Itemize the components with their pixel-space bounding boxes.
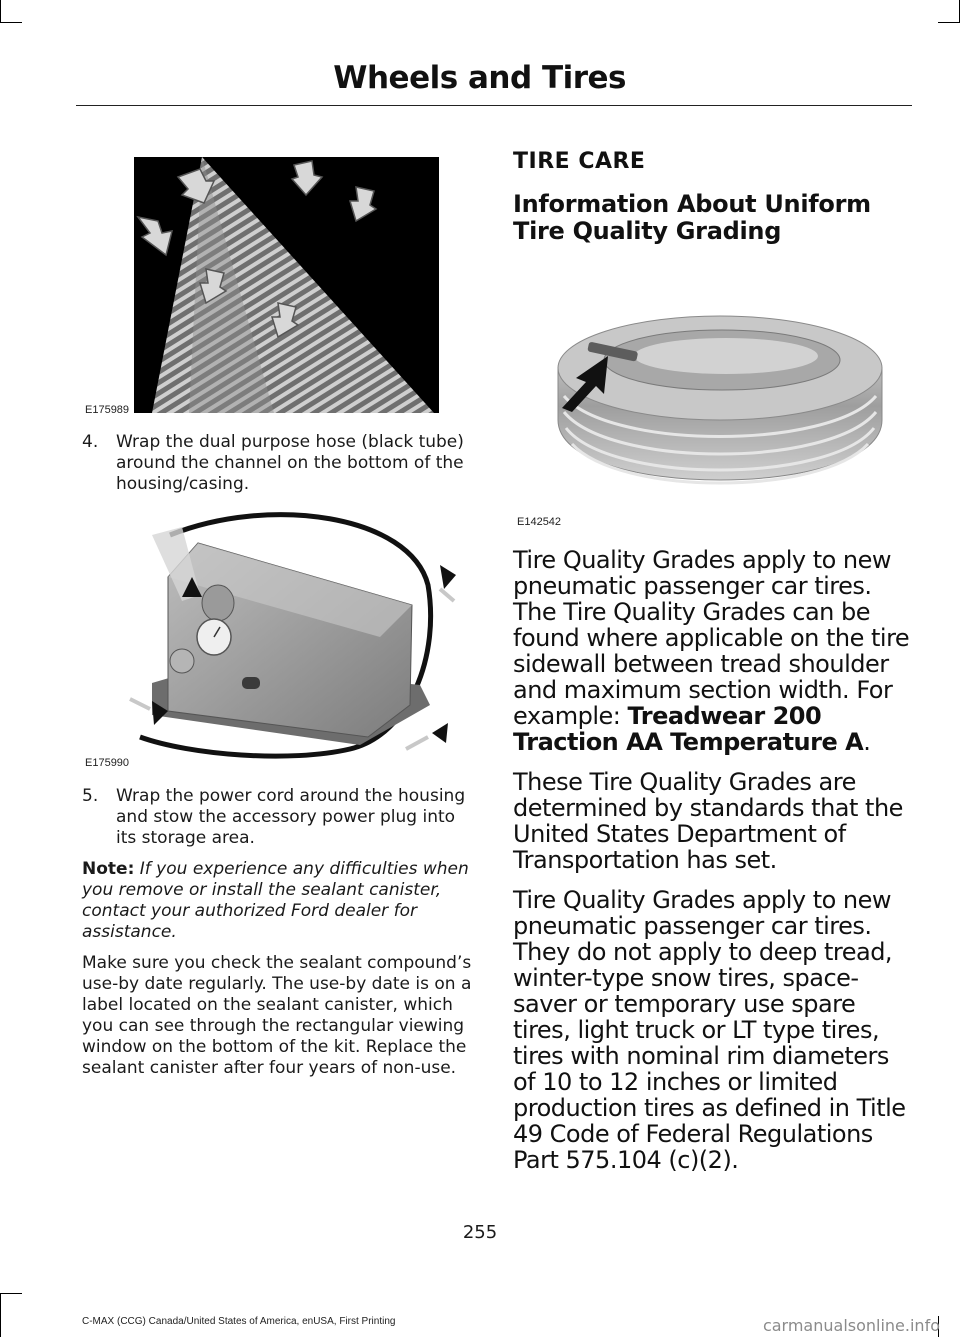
section-heading: TIRE CARE: [513, 149, 646, 174]
step-number: 5.: [82, 786, 99, 806]
figure-id-label: E142542: [517, 516, 562, 528]
figure-id-label: E175989: [85, 404, 130, 416]
subsection-heading: Information About Uniform Tire Quality Grading: [513, 190, 871, 245]
header-divider: [76, 105, 912, 106]
right-column-headings: [513, 149, 913, 245]
step-text: Wrap the dual purpose hose (black tube) around the channel on the bottom of the housing/casing.: [116, 432, 464, 494]
figure-id-label: E175990: [85, 757, 130, 769]
figure-sealant-kit-underside: [134, 157, 439, 413]
step-5: [82, 786, 475, 849]
note: [82, 859, 475, 943]
exclusions-paragraph: Tire Quality Grades apply to new pneumatic passenger car tires. They do not apply to deep tread, winter-type snow tires, space-saver or temporary use spare tires, light truck or LT type tires, tires with nominal rim diameters of 10 to 12 inches or limited production tires as defined in Title 49 Code of Federal Regulations Part 575.104 (c)(2).: [513, 886, 906, 1174]
standards-paragraph: These Tire Quality Grades are determined by standards that the United States Department of Transportation has set.: [513, 768, 903, 874]
tire-illustration: [550, 300, 890, 510]
left-column-text: [82, 786, 475, 1079]
crop-mark: [0, 1293, 22, 1294]
figure-compressor-cord: [110, 505, 475, 767]
note-label: Note:: [82, 859, 135, 879]
uniform-grading-paragraph: Tire Quality Grades apply to new pneumatic passenger car tires. The Tire Quality Grades can be found where applicable on the tire sidewall between tread shoulder and maximum section width. For example: Treadwear 200 Traction AA Temperature A.: [513, 546, 910, 756]
crop-mark: [0, 1293, 1, 1337]
use-by-date-paragraph: Make sure you check the sealant compound’s use-by date regularly. The use-by date is on a label located on the sealant canister, which you can see through the rectangular viewing window on the bottom of the kit. Replace the sealant canister after four years of non-use.: [82, 953, 472, 1078]
grade-example: Treadwear 200 Traction AA Temperature A: [513, 702, 864, 756]
crop-mark: [938, 22, 960, 23]
figure-tire-sidewall: [550, 300, 890, 510]
page-header-title: Wheels and Tires: [333, 60, 626, 96]
crop-mark: [0, 22, 22, 23]
watermark: carmanualsonline.info: [762, 1316, 940, 1335]
step-number: 4.: [82, 432, 99, 452]
crop-mark: [0, 0, 1, 22]
right-column-text: [513, 547, 913, 1173]
page-number: 255: [462, 1222, 498, 1243]
note-text: If you experience any difficulties when you remove or install the sealant canister, contact your authorized Ford dealer for assistance.: [82, 859, 469, 942]
edition-footer: C-MAX (CCG) Canada/United States of America, enUSA, First Printing: [82, 1316, 396, 1327]
kit-channel-illustration: [134, 157, 439, 413]
step-text: Wrap the power cord around the housing and stow the accessory power plug into its storage area.: [116, 786, 466, 848]
compressor-illustration: [110, 505, 475, 767]
step-4: [82, 432, 475, 495]
